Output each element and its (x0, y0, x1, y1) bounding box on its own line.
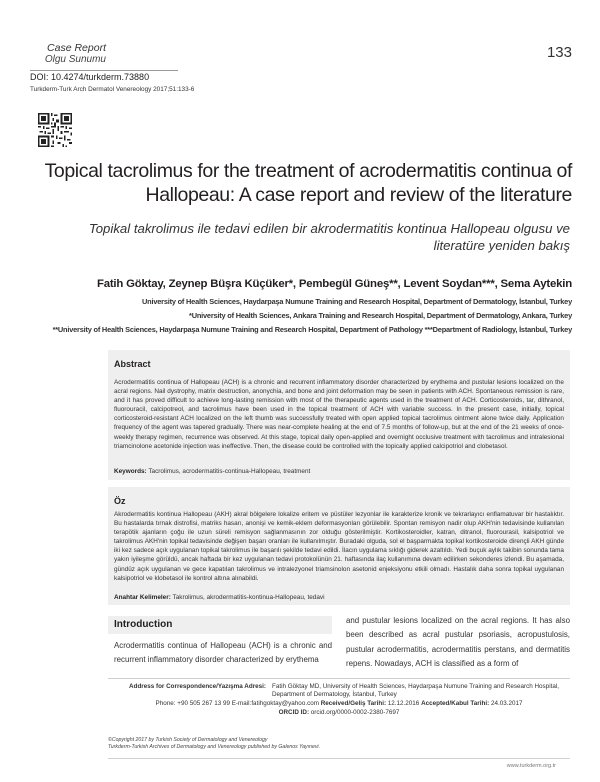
email-value[interactable]: fatihgoktay@yahoo.com (251, 700, 319, 707)
introduction-text-left: Acrodermatitis continua of Hallopeau (ACH) is a chronic and recurrent inflammatory disorder characterized by erythema (114, 641, 332, 665)
oz-keywords (114, 593, 564, 602)
introduction-heading: Introduction (114, 619, 173, 630)
oz-box (108, 487, 570, 605)
publisher-notice: Turkderm-Turkish Archives of Dermatology and Venereology published by Galenos Yayınevi. (108, 744, 321, 750)
oz-keywords-value: Takrolimus, akrodermatitis-kontinua-Hallopeau, tedavi (172, 594, 325, 601)
header-divider (30, 70, 178, 71)
author-list: Fatih Göktay, Zeynep Büşra Küçüker*, Pembegül Güneş**, Levent Soydan***, Sema Aytekin (96, 278, 572, 290)
affiliation-3: **University of Health Sciences, Haydarpaşa Numune Training and Research Hospital, Department of Pathology ***Department of Radiology, İstanbul, Turkey (52, 325, 572, 334)
email-label: E-mail: (231, 700, 252, 707)
correspondence-contact-line (108, 700, 570, 708)
doi[interactable]: DOI: 10.4274/turkderm.73880 (30, 72, 150, 82)
keywords-label: Keywords: (114, 468, 147, 475)
article-type: Case Report (47, 42, 106, 54)
introduction-heading-box (108, 616, 332, 634)
accepted-label: Accepted/Kabul Tarihi: (421, 700, 490, 707)
received-label: Received/Geliş Tarihi: (320, 700, 387, 707)
oz-text: Akrodermatitis kontinua Hallopeau (AKH) akral bölgelere lokalize eritem ve püstüler lezyonlar ile karakterize kronik ve tekrarlayıcı enflamatuvar bir hastalıktır. Bu hastalarda tırnak distrofisi, matriks hasarı, anonişi ve kemik-eklem deformasyonları görülebilir. Spontan remisyon nadir olup AKH'nin tedavisinde kullanılan terapötik ajanların çoğu ile uzun süreli remisyon sağlanmasının zor olduğu gösterilmiştir. Kortikosteroidler, katran, ditranol, fluorourasil, kalsipotriol ve takrolimus AKH'nin topikal tedavisinde değişen başarı oranları ile kullanılmıştır. Buradaki olguda, sol el başparmakta topikal kortikosteroide dirençli AKH günde iki kez sadece açık uygulanan topikal takrolimus ile başarılı şekilde tedavi edildi. İlacın uygulama sıklığı giderek azaltıldı. Yedi buçuk aylık takibin sonunda tama yakın iyileşme görüldü, ancak haftada bir kez uygulanan tedavi protokolünün 21. haftasında ilaç kullanımına devam edilirken sekonderes izlendi. Bu aşamada, gündüz açık uygulanan ve gece kapatılan takrolimus ve intralezyonel triamsinolon asetonid enjeksiyonu etkili olmadı. Hastalık daha sonra topikal uygulanan kalsipotriol ve klobetasol ile kontrol altına alınabildi. (114, 511, 564, 582)
copyright-notice: ©Copyright 2017 by Turkish Society of Dermatology and Venereology (108, 737, 268, 743)
page-number: 133 (546, 44, 572, 61)
article-type-turkish: Olgu Sunumu (44, 54, 106, 65)
journal-website-link[interactable]: www.turkderm.org.tr (506, 763, 556, 769)
correspondence-divider (108, 678, 570, 679)
oz-keywords-label: Anahtar Kelimeler: (114, 594, 171, 601)
orcid-label: ORCID ID: (278, 709, 310, 716)
article-title-turkish: Topikal takrolimus ile tedavi edilen bir akrodermatitis kontinua Hallopeau olgusu ve literatüre yeniden bakış (88, 221, 570, 253)
abstract-text: Acrodermatitis continua of Hallopeau (ACH) is a chronic and recurrent inflammatory disorder characterized by erythema and pustular lesions localized on the acral regions. Nail dystrophy, matrix destruction, anonychia, and bone and joint deformation may be seen in patients with ACH. Spontaneous remission is rare, and it has proved difficult to achieve long-lasting remission with most of the therapeutic agents used in the treatment of ACH. Corticosteroids, tar, dithranol, fluorouracil, calcipotreol, and tacrolimus have been used in the topical treatment of ACH with variable success. In the present case, initially, topical corticosteroid-resistant ACH localized on the left thumb was successfully treated with open applied topical tacrolimus ointment alone twice daily. Application frequency of the agent was tapered gradually. There was near-complete healing at the end of 7.5 months of follow-up, but at the end of the 21 weeks of once-weekly therapy regimen, recurrence was observed. At this stage, topical daily open-applied and overnight occlusive treatment with tacrolimus and intralesional triamcinolone acetonide injection was ineffective. Then, the disease could be controlled with the topically applied calcipotriol and clobetasol. (114, 379, 564, 450)
accepted-value: 24.03.2017 (490, 700, 523, 707)
keywords-value: Tacrolimus, acrodermatitis-continua-Hallopeau, treatment (148, 468, 311, 475)
abstract-keywords (114, 467, 564, 476)
journal-reference: Turkderm-Turk Arch Dermatol Venereology 2017;51:133-6 (30, 86, 195, 93)
correspondence-address: Fatih Göktay MD, University of Health Sciences, Haydarpaşa Numune Training and Research Hospital, Department of Dermatology, İstanbul, Turkey (272, 683, 559, 699)
abstract-box (108, 350, 570, 480)
affiliation-1: University of Health Sciences, Haydarpaşa Numune Training and Research Hospital, Department of Dermatology, İstanbul, Turkey (142, 297, 572, 306)
orcid-line (108, 709, 570, 717)
footer-divider (108, 758, 570, 759)
oz-heading: Öz (114, 496, 126, 506)
qr-code-icon (38, 113, 72, 147)
affiliation-2: *University of Health Sciences, Ankara Training and Research Hospital, Department of Dermatology, Ankara, Turkey (189, 311, 572, 320)
abstract-heading: Abstract (114, 359, 151, 369)
phone-value: +90 505 267 13 99 (177, 700, 230, 707)
correspondence-label: Address for Correspondence/Yazışma Adresi: (129, 683, 266, 690)
orcid-value[interactable]: orcid.org/0000-0002-2380-7697 (310, 709, 400, 716)
received-value: 12.12.2016 (387, 700, 420, 707)
phone-label: Phone: (155, 700, 176, 707)
introduction-text-right: and pustular lesions localized on the acral regions. It has also been described as acral pustular psoriasis, acropustulosis, pustular acrodermatitis, acrodermatitis perstans, and dermatitis repens. Nowadays, ACH is classified as a form of (346, 616, 570, 669)
article-title: Topical tacrolimus for the treatment of acrodermatitis continua of Hallopeau: A case report and review of the literature (44, 160, 572, 206)
